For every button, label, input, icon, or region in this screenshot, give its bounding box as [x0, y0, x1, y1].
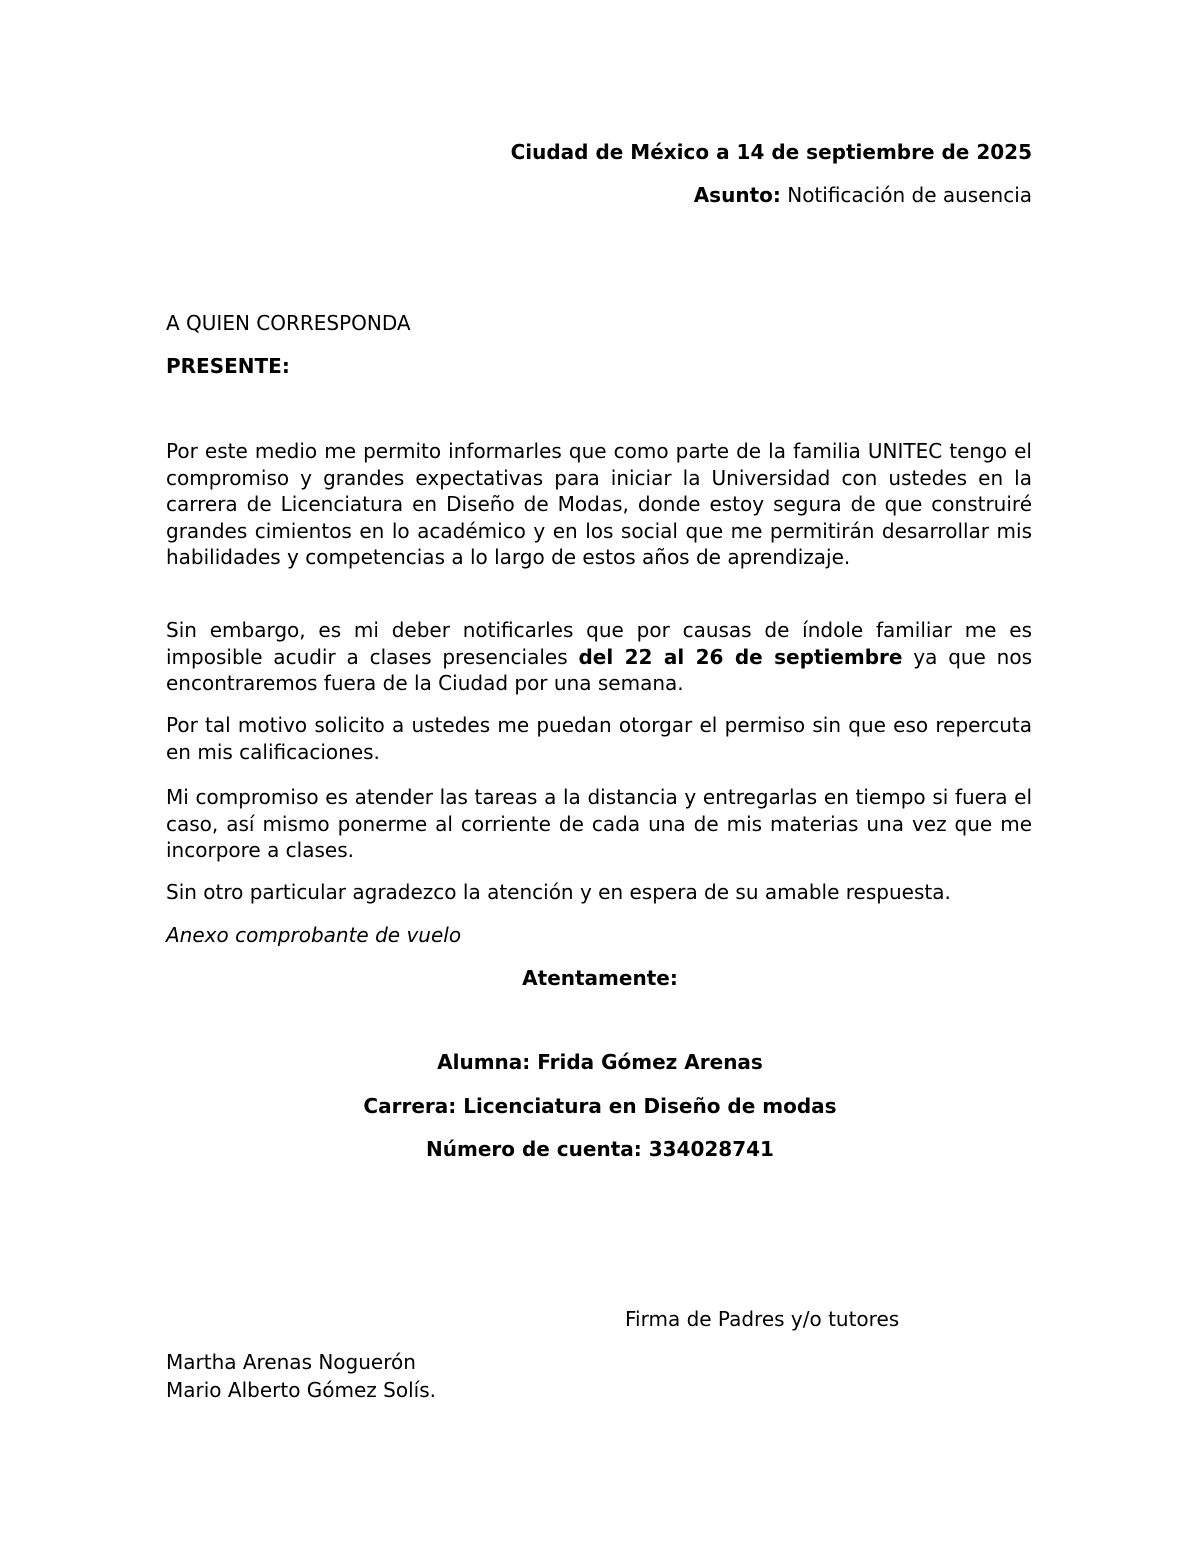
absence-text-end: ya que nos encontraremos fuera de la Ciudad por una semana. — [166, 644, 1033, 696]
student-career: Carrera: Licenciatura en Diseño de modas — [363, 1094, 837, 1118]
student-account: Número de cuenta: 334028741 — [426, 1137, 774, 1161]
subject-label: Asunto: — [693, 183, 781, 207]
absence-dates: del 22 al 26 de septiembre — [578, 644, 903, 669]
subject-line — [694, 182, 1032, 209]
annex-note: Anexo comprobante de vuelo — [166, 923, 462, 947]
paragraph-intro: Por este medio me permito informarles que como parte de la familia UNITEC tengo el compromiso y grandes expectativas para iniciar la Universidad con ustedes en la carrera de Licenciatura en Diseño de Modas, donde estoy segura de que construiré grandes cimientos en lo académico y en los social que me permitirán desarrollar mis habilidades y competencias a lo largo de estos años de aprendizaje. — [166, 439, 1032, 570]
student-name: Alumna: Frida Gómez Arenas — [437, 1050, 763, 1074]
absence-text-start: Sin embargo, es mi deber notificarles que por causas de índole familiar me es imposible acudir a clases presenciales — [166, 618, 1032, 669]
subject-text: Notificación de ausencia — [787, 183, 1032, 207]
paragraph-thanks: Sin otro particular agradezco la atención y en espera de su amable respuesta. — [166, 880, 951, 904]
parent-name: Mario Alberto Gómez Solís. — [166, 1378, 436, 1402]
place-date: Ciudad de México a 14 de septiembre de 2025 — [510, 140, 1032, 164]
signature-label: Firma de Padres y/o tutores — [625, 1307, 900, 1331]
salutation-present: PRESENTE: — [166, 354, 290, 378]
salutation-recipient: A QUIEN CORRESPONDA — [166, 311, 411, 335]
paragraph-absence — [166, 617, 1032, 697]
paragraph-commitment: Mi compromiso es atender las tareas a la distancia y entregarlas en tiempo si fuera el caso, así mismo ponerme al corriente de cada una de mis materias una vez que me incorpore a clases. — [166, 785, 1032, 863]
farewell: Atentamente: — [522, 966, 678, 990]
paragraph-request: Por tal motivo solicito a ustedes me puedan otorgar el permiso sin que eso repercuta en mis calificaciones. — [166, 713, 1032, 764]
parent-name: Martha Arenas Noguerón — [166, 1350, 416, 1374]
